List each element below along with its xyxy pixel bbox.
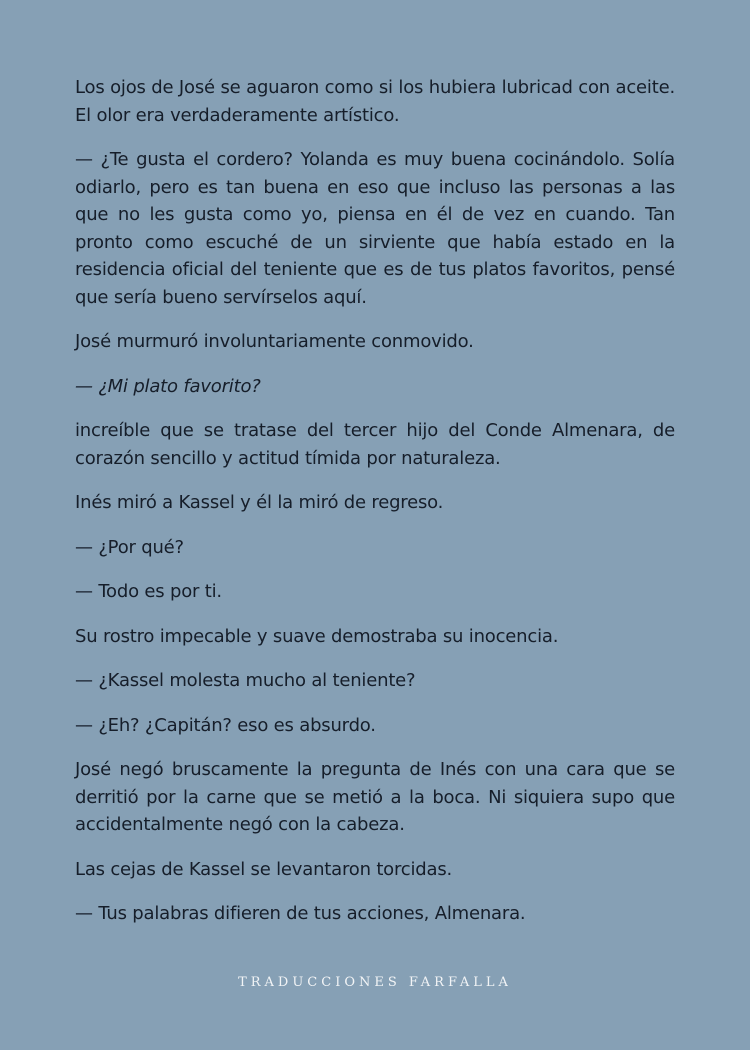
paragraph: — Todo es por ti.: [75, 581, 222, 602]
paragraph: Inés miró a Kassel y él la miró de regreso.: [75, 492, 444, 513]
page-footer: TRADUCCIONES FARFALLA: [238, 975, 512, 990]
paragraph: — ¿Por qué?: [75, 536, 184, 558]
paragraph: — ¿Kassel molesta mucho al teniente?: [75, 670, 416, 691]
paragraph: — ¿Eh? ¿Capitán? eso es absurdo.: [75, 714, 376, 736]
paragraph: Las cejas de Kassel se levantaron torcidas.: [75, 858, 453, 880]
paragraph: increíble que se tratase del tercer hijo del Conde Almenara, de corazón sencillo y actitud tímida por naturaleza.: [75, 420, 675, 469]
paragraph: Los ojos de José se aguaron como si los hubiera lubricad con aceite. El olor era verdaderamente artístico.: [75, 77, 675, 126]
paragraph: José murmuró involuntariamente conmovido.: [75, 331, 474, 352]
paragraph: — ¿Te gusta el cordero? Yolanda es muy buena cocinándolo. Solía odiarlo, pero es tan buena en eso que incluso las personas a las que no les gusta como yo, piensa en él de vez en cuando. Tan pronto como escuché de un sirviente que había estado en la residencia oficial del teniente que es de tus platos favoritos, pensé que sería bueno servírselos aquí.: [75, 149, 675, 308]
page-body: [75, 74, 675, 945]
paragraph: Su rostro impecable y suave demostraba su inocencia.: [75, 625, 559, 647]
paragraph: José negó bruscamente la pregunta de Inés con una cara que se derritió por la carne que se metió a la boca. Ni siquiera supo que accidentalmente negó con la cabeza.: [75, 759, 675, 835]
paragraph: — Tus palabras difieren de tus acciones, Almenara.: [75, 903, 526, 924]
paragraph-italic: — ¿Mi plato favorito?: [75, 375, 261, 397]
